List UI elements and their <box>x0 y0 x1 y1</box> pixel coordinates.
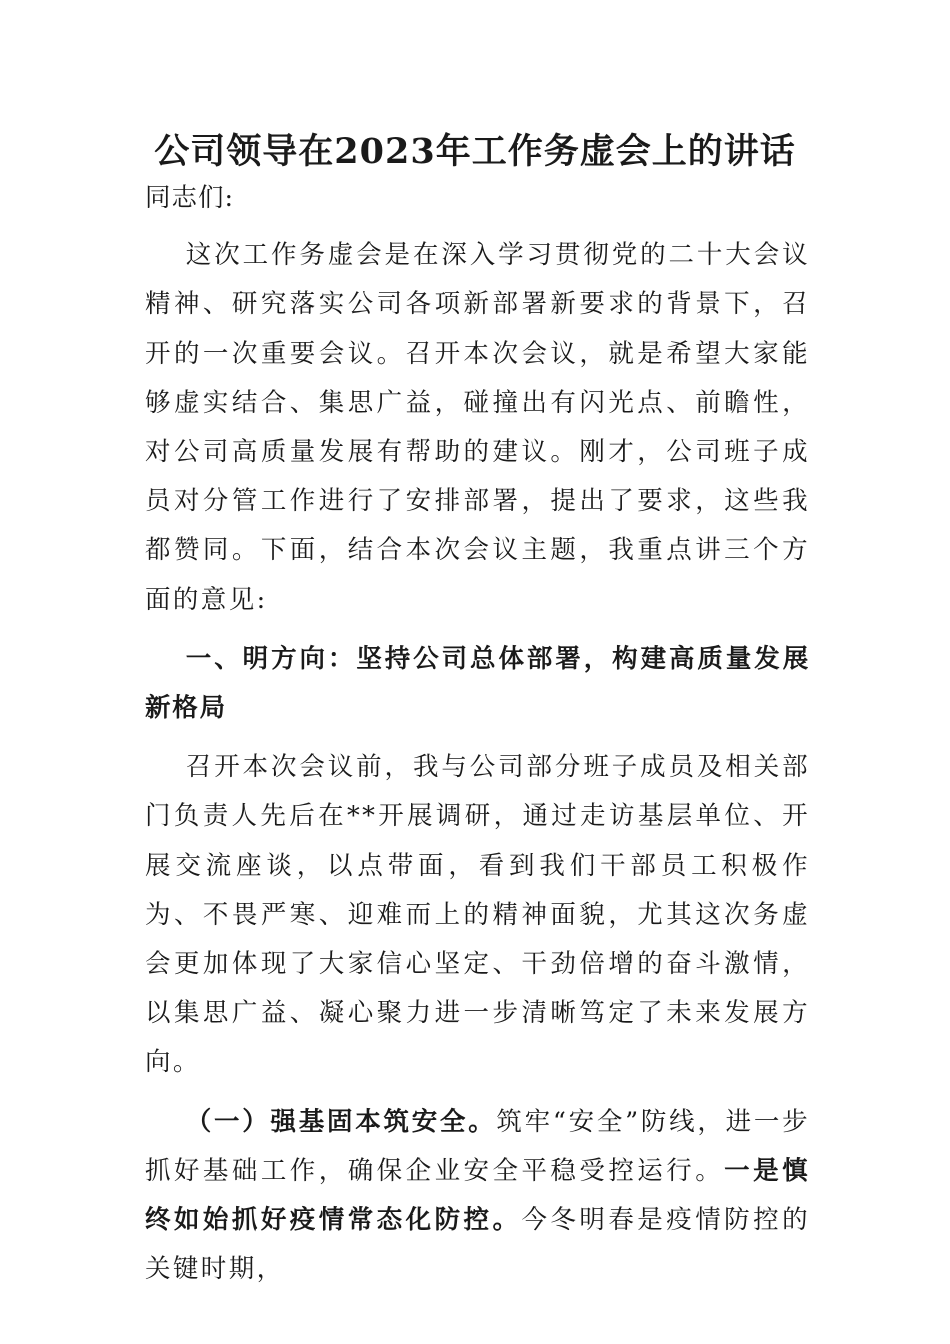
salutation: 同志们: <box>145 183 235 213</box>
paragraph-research: 召开本次会议前，我与公司部分班子成员及相关部门负责人先后在**开展调研，通过走访基层单位、开展交流座谈，以点带面，看到我们干部员工积极作为、不畏严寒、迎难而上的精神面貌，尤其这次务虚会更加体现了大家信心坚定、干劲倍增的奋斗激情，以集思广益、凝心聚力进一步清晰笃定了未来发展方向。 <box>145 752 810 1078</box>
subheading-safety: （一）强基固本筑安全。 <box>185 1106 497 1137</box>
document-body <box>145 174 810 1304</box>
paragraph-intro: 这次工作务虚会是在深入学习贯彻党的二十大会议精神、研究落实公司各项新部署新要求的背景下，召开的一次重要会议。召开本次会议，就是希望大家能够虚实结合、集思广益，碰撞出有闪光点、前瞻性，对公司高质量发展有帮助的建议。刚才，公司班子成员对分管工作进行了安排部署，提出了要求，这些我都赞同。下面，结合本次会议主题，我重点讲三个方面的意见: <box>145 240 810 615</box>
paragraph-safety <box>145 1098 810 1295</box>
paragraph-safety-text: 筑牢“安全”防线，进一步抓好基础工作，确保企业安全平稳受控运行。 <box>145 1106 811 1186</box>
point-one-heading: 一是慎终如始抓好疫情常态化防控。 <box>145 1155 810 1236</box>
document-title: 公司领导在2023年工作务虚会上的讲话 <box>154 131 796 172</box>
point-one-text: 今冬明春是疫情防控的关键时期， <box>145 1205 810 1285</box>
section-heading-1: 一、明方向：坚持公司总体部署，构建高质量发展新格局 <box>145 643 810 724</box>
